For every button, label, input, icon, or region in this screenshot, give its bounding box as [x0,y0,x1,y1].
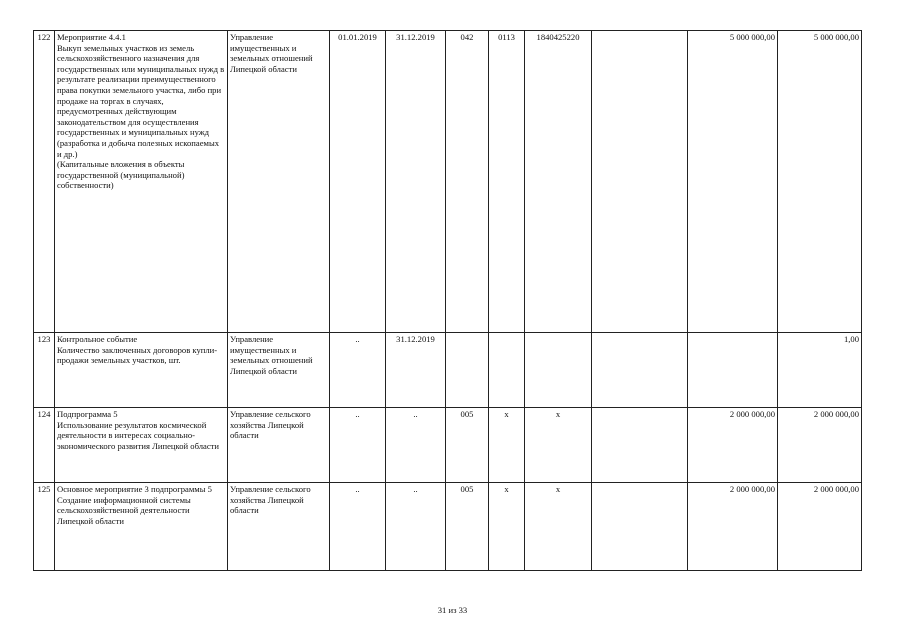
row-end-date: 31.12.2019 [386,31,446,333]
row-grbs [446,333,489,408]
row-grbs: 005 [446,408,489,483]
budget-table [33,30,862,571]
row-number: 123 [34,333,55,408]
row-grbs: 042 [446,31,489,333]
row-sum-total: 1,00 [778,333,862,408]
row-rzpr: x [489,483,525,571]
row-csr: x [525,483,592,571]
row-name-line: (Капитальные вложения в объекты государственной (муниципальной) собственности) [57,159,185,191]
row-name [55,31,228,333]
row-name-line: Основное мероприятие 3 подпрограммы 5 [57,484,212,494]
row-vr [592,31,688,333]
row-start-date: .. [330,483,386,571]
row-start-date: 01.01.2019 [330,31,386,333]
row-sum-total: 5 000 000,00 [778,31,862,333]
row-end-date: .. [386,408,446,483]
row-sum-total: 2 000 000,00 [778,408,862,483]
row-grbs: 005 [446,483,489,571]
row-sum-total: 2 000 000,00 [778,483,862,571]
row-executor: Управление имущественных и земельных отношений Липецкой области [228,333,330,408]
row-name-line: Контрольное событие [57,334,138,344]
row-end-date: 31.12.2019 [386,333,446,408]
row-name [55,408,228,483]
row-name-line: Использование результатов космической деятельности в интересах социально-экономического развития Липецкой области [57,419,220,451]
row-vr [592,408,688,483]
row-number: 125 [34,483,55,571]
row-name-line: Выкуп земельных участков из земель сельскохозяйственного назначения для государственных или муниципальных нужд в результате реализации преимущественного права покупки земельного участка, либо при продаже на торгах в случаях, предусмотренных действующим законодательством для осуществления государственных и муниципальных нужд (разработка и добыча полезных ископаемых и др.) [57,42,225,159]
table-body [34,31,862,571]
row-csr: 1840425220 [525,31,592,333]
row-csr [525,333,592,408]
row-csr: x [525,408,592,483]
table-row [34,408,862,483]
row-name-line: Количество заключенных договоров купли-продажи земельных участков, шт. [57,344,218,366]
row-executor: Управление сельского хозяйства Липецкой области [228,408,330,483]
table-row [34,483,862,571]
page-number: 31 из 33 [437,605,468,615]
row-name [55,333,228,408]
row-executor: Управление сельского хозяйства Липецкой области [228,483,330,571]
row-sum-plan [688,333,778,408]
row-name [55,483,228,571]
row-start-date: .. [330,333,386,408]
row-vr [592,483,688,571]
row-rzpr: 0113 [489,31,525,333]
row-number: 122 [34,31,55,333]
row-vr [592,333,688,408]
row-number: 124 [34,408,55,483]
row-start-date: .. [330,408,386,483]
table-row [34,333,862,408]
row-rzpr [489,333,525,408]
row-rzpr: x [489,408,525,483]
row-executor: Управление имущественных и земельных отношений Липецкой области [228,31,330,333]
row-sum-plan: 5 000 000,00 [688,31,778,333]
row-sum-plan: 2 000 000,00 [688,408,778,483]
row-name-line: Подпрограмма 5 [57,409,118,419]
row-name-line: Создание информационной системы сельскохозяйственной деятельности Липецкой области [57,494,191,526]
row-name-line: Мероприятие 4.4.1 [57,32,126,42]
row-end-date: .. [386,483,446,571]
table-row [34,31,862,333]
row-sum-plan: 2 000 000,00 [688,483,778,571]
